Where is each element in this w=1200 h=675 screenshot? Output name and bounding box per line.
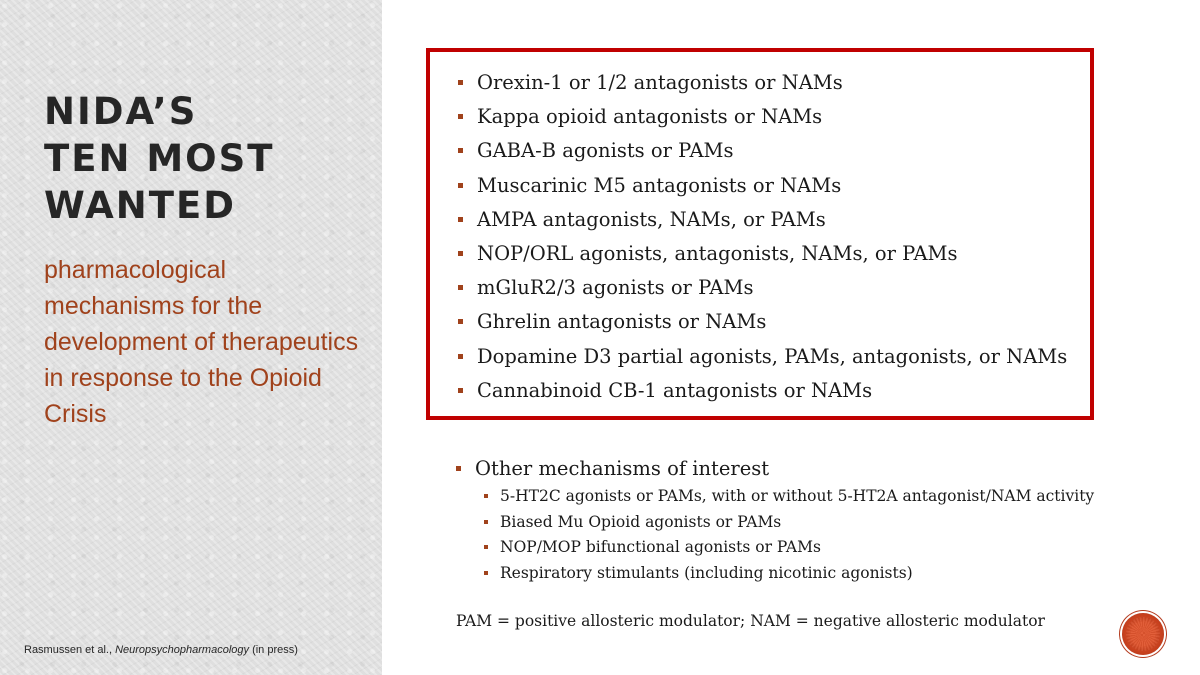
square-bullet-icon bbox=[458, 183, 463, 188]
square-bullet-icon bbox=[456, 466, 461, 471]
title-line: NIDA’S bbox=[44, 90, 198, 133]
list-item-text: Ghrelin antagonists or NAMs bbox=[477, 310, 767, 334]
list-item-text: AMPA antagonists, NAMs, or PAMs bbox=[477, 207, 826, 231]
square-bullet-icon bbox=[484, 494, 488, 498]
square-bullet-icon bbox=[484, 571, 488, 575]
list-item bbox=[458, 66, 1067, 100]
list-item-text: Respiratory stimulants (including nicotinic agonists) bbox=[500, 563, 913, 582]
slide-subtitle: pharmacological mechanisms for the development of therapeutics in response to the Opioid Crisis bbox=[44, 256, 359, 428]
most-wanted-list bbox=[458, 66, 1067, 408]
heading-text: Other mechanisms of interest bbox=[475, 457, 770, 480]
list-item-text: NOP/MOP bifunctional agonists or PAMs bbox=[500, 538, 821, 556]
square-bullet-icon bbox=[484, 545, 488, 549]
title-line: TEN MOST bbox=[44, 137, 275, 180]
square-bullet-icon bbox=[458, 114, 463, 119]
title-line: WANTED bbox=[44, 184, 236, 227]
decorative-circle-icon bbox=[1122, 613, 1164, 655]
list-item-text: mGluR2/3 agonists or PAMs bbox=[477, 276, 754, 300]
list-item bbox=[458, 100, 1067, 134]
footnote: PAM = positive allosteric modulator; NAM = negative allosteric modulator bbox=[456, 612, 1045, 630]
list-item bbox=[458, 237, 1067, 271]
list-item-text: NOP/ORL agonists, antagonists, NAMs, or PAMs bbox=[477, 242, 958, 266]
citation-authors: Rasmussen et al., bbox=[24, 644, 116, 656]
list-item bbox=[484, 510, 1094, 536]
citation-status: (in press) bbox=[249, 644, 298, 656]
list-item bbox=[484, 484, 1094, 510]
citation-journal: Neuropsychopharmacology bbox=[115, 644, 250, 656]
square-bullet-icon bbox=[458, 217, 463, 222]
list-item bbox=[458, 305, 1067, 339]
square-bullet-icon bbox=[458, 148, 463, 153]
square-bullet-icon bbox=[458, 80, 463, 85]
list-item-text: 5-HT2C agonists or PAMs, with or without 5-HT2A antagonist/NAM activity bbox=[500, 487, 1095, 505]
square-bullet-icon bbox=[484, 520, 488, 524]
list-item-text: GABA-B agonists or PAMs bbox=[477, 139, 734, 163]
list-item bbox=[458, 169, 1067, 203]
other-mechanisms bbox=[456, 455, 1094, 586]
list-item bbox=[458, 203, 1067, 237]
list-item-text: Kappa opioid antagonists or NAMs bbox=[477, 105, 823, 129]
other-mechanisms-heading bbox=[456, 455, 1094, 483]
list-item bbox=[458, 340, 1067, 374]
other-mechanisms-list bbox=[484, 484, 1094, 586]
list-item bbox=[458, 134, 1067, 168]
list-item-text: Orexin-1 or 1/2 antagonists or NAMs bbox=[477, 71, 843, 94]
slide-title bbox=[44, 88, 364, 229]
square-bullet-icon bbox=[458, 354, 463, 359]
square-bullet-icon bbox=[458, 251, 463, 256]
list-item bbox=[484, 535, 1094, 561]
citation bbox=[24, 644, 298, 656]
square-bullet-icon bbox=[458, 285, 463, 290]
list-item-text: Dopamine D3 partial agonists, PAMs, antagonists, or NAMs bbox=[477, 344, 1068, 368]
left-panel bbox=[0, 0, 382, 675]
square-bullet-icon bbox=[458, 388, 463, 393]
most-wanted-box bbox=[426, 48, 1094, 420]
list-item bbox=[458, 271, 1067, 305]
square-bullet-icon bbox=[458, 319, 463, 324]
list-item bbox=[484, 561, 1094, 587]
list-item-text: Biased Mu Opioid agonists or PAMs bbox=[500, 512, 782, 531]
list-item-text: Muscarinic M5 antagonists or NAMs bbox=[477, 173, 842, 197]
list-item bbox=[458, 374, 1067, 408]
list-item-text: Cannabinoid CB-1 antagonists or NAMs bbox=[477, 378, 873, 402]
